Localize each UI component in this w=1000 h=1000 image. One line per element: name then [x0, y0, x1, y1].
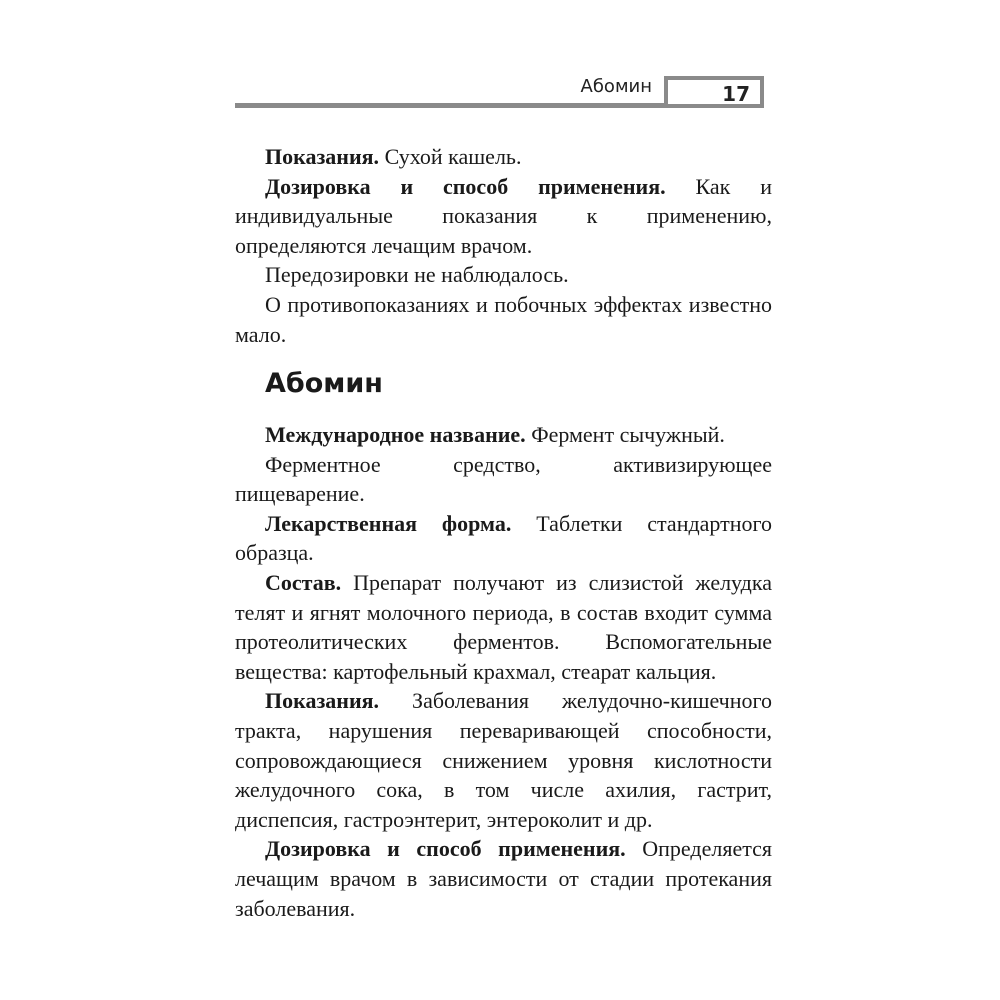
paragraph-indications [235, 686, 772, 834]
running-header-title: Абомин [580, 76, 652, 97]
paragraph-description [235, 450, 772, 509]
paragraph-lead: Дозировка и способ применения. [265, 836, 626, 862]
paragraph-dosage [235, 172, 772, 261]
paragraph-lead: Показания. [265, 144, 380, 169]
page-number: 17 [722, 82, 750, 106]
paragraph-dosage [235, 834, 772, 923]
paragraph-text: Ферментное средство, активизирующее пищеварение. [235, 451, 772, 507]
previous-article-tail [235, 142, 772, 349]
paragraph-composition [235, 568, 772, 686]
header-rule [235, 103, 664, 108]
paragraph-text: Фермент сычужный. [525, 422, 725, 447]
paragraph-dosage-form [235, 509, 772, 568]
paragraph-text: Препарат получают из слизистой желудка телят и ягнят молочного периода, в состав входит сумма протеолитических ферментов. Вспомогательные вещества: картофельный крахмал, стеарат кальция. [235, 569, 772, 684]
article-heading: Абомин [265, 368, 383, 399]
paragraph-text: Заболевания желудочно-кишечного тракта, нарушения переваривающей способности, сопровождающиеся снижением уровня кислотности желудочного сока, в том числе ахилия, гастрит, диспепсия, гастроэнтерит, энтероколит и др. [235, 688, 772, 832]
paragraph-text: Таблетки стандартного образца. [235, 510, 773, 566]
paragraph-text: Определяется лечащим врачом в зависимости от стадии протекания заболевания. [235, 836, 772, 921]
paragraph-lead: Состав. [265, 569, 342, 595]
paragraph-lead: Показания. [265, 688, 380, 714]
paragraph-overdose [235, 260, 772, 290]
article-body [235, 420, 772, 923]
paragraph-lead: Международное название. [265, 422, 526, 447]
paragraph-text: Как и индивидуальные показания к применению, определяются лечащим врачом. [235, 173, 772, 258]
paragraph-international-name [235, 420, 772, 450]
paragraph-text: Передозировки не наблюдалось. [265, 262, 569, 288]
paragraph-contraindications [235, 290, 772, 349]
paragraph-text: О противопоказаниях и побочных эффектах известно мало. [235, 291, 772, 347]
paragraph-indications [235, 142, 772, 172]
paragraph-lead: Дозировка и способ применения. [265, 173, 666, 199]
paragraph-text: Сухой кашель. [379, 144, 522, 169]
paragraph-lead: Лекарственная форма. [265, 510, 512, 536]
page-number-box [664, 76, 764, 108]
